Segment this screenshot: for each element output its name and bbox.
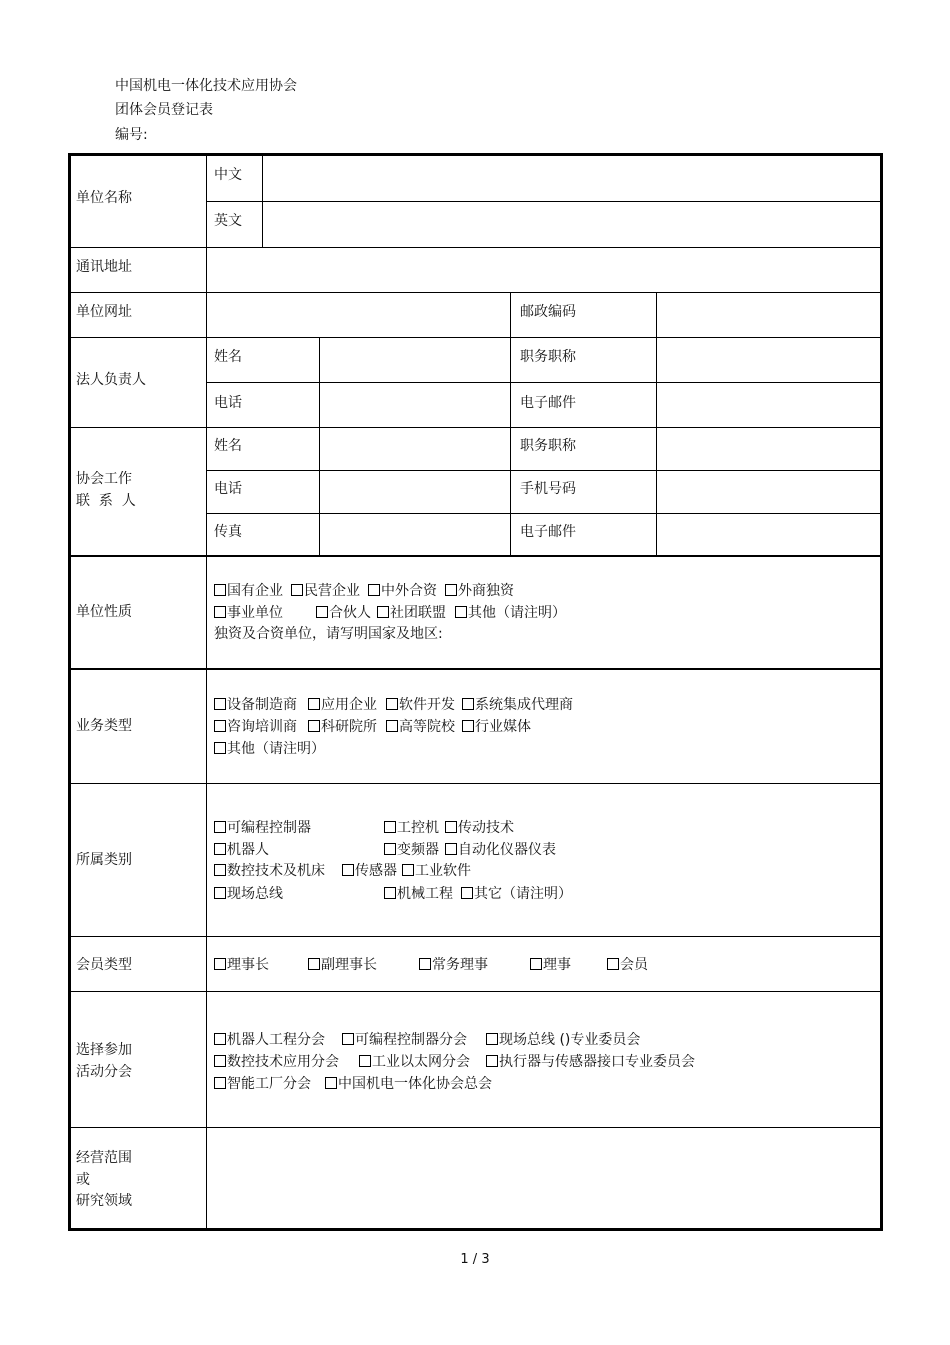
business-option[interactable]: [386, 696, 455, 714]
branch-label-1: 选择参加: [76, 1042, 132, 1058]
checkbox-icon[interactable]: [386, 698, 398, 710]
scope-label-1: 经营范围: [76, 1150, 132, 1166]
checkbox-icon[interactable]: [486, 1055, 498, 1067]
nature-option-state[interactable]: [214, 582, 283, 600]
category-option[interactable]: [214, 862, 325, 880]
category-option[interactable]: [402, 862, 471, 880]
nature-option-label: 其他（请注明）: [468, 605, 566, 621]
business-option[interactable]: [308, 718, 377, 736]
branch-label-2: 活动分会: [76, 1064, 132, 1080]
category-option-label: 机械工程: [397, 886, 453, 902]
checkbox-icon[interactable]: [342, 864, 354, 876]
branch-option[interactable]: [486, 1053, 695, 1071]
business-option[interactable]: [214, 718, 297, 736]
checkbox-icon[interactable]: [419, 958, 431, 970]
category-option-label: 工控机: [397, 820, 439, 836]
business-option-label: 其他（请注明）: [227, 741, 325, 757]
checkbox-icon[interactable]: [486, 1033, 498, 1045]
member-option-label: 常务理事: [432, 957, 488, 973]
category-option[interactable]: [445, 841, 556, 859]
member-option-label: 副理事长: [321, 957, 377, 973]
category-option-label: 可编程控制器: [227, 820, 311, 836]
branch-option[interactable]: [359, 1053, 470, 1071]
business-option-label: 应用企业: [321, 697, 377, 713]
member-option-label: 会员: [620, 957, 648, 973]
scope-label-3: 研究领域: [76, 1193, 132, 1209]
row-divider: [71, 936, 880, 937]
member-option[interactable]: [530, 956, 571, 974]
column-divider: [319, 337, 320, 555]
nature-option-label: 民营企业: [304, 583, 360, 599]
row-divider: [71, 991, 880, 992]
row-divider: [71, 783, 880, 784]
checkbox-icon[interactable]: [291, 584, 303, 596]
branch-option[interactable]: [214, 1053, 339, 1071]
business-option[interactable]: [214, 740, 325, 758]
nature-option-other[interactable]: [455, 604, 566, 622]
nature-option-alliance[interactable]: [377, 604, 446, 622]
checkbox-icon[interactable]: [214, 606, 226, 618]
nature-option-partner[interactable]: [316, 604, 371, 622]
category-option[interactable]: [384, 841, 439, 859]
row-divider: [207, 382, 880, 383]
checkbox-icon[interactable]: [445, 821, 457, 833]
business-label: 业务类型: [76, 718, 132, 734]
checkbox-icon[interactable]: [214, 720, 226, 732]
legal-email-label: 电子邮件: [520, 395, 576, 411]
checkbox-icon[interactable]: [214, 958, 226, 970]
branch-option[interactable]: [486, 1031, 640, 1049]
category-option[interactable]: [342, 862, 397, 880]
branch-option[interactable]: [325, 1075, 492, 1093]
checkbox-icon[interactable]: [308, 958, 320, 970]
checkbox-icon[interactable]: [384, 821, 396, 833]
checkbox-icon[interactable]: [214, 1077, 226, 1089]
nature-option-label: 国有企业: [227, 583, 283, 599]
checkbox-icon[interactable]: [530, 958, 542, 970]
branch-option-label: 智能工厂分会: [227, 1076, 311, 1092]
row-divider: [71, 1127, 880, 1128]
contact-fax-label: 传真: [214, 524, 242, 540]
checkbox-icon[interactable]: [384, 887, 396, 899]
branch-option-label: 数控技术应用分会: [227, 1054, 339, 1070]
nature-option-private[interactable]: [291, 582, 360, 600]
nature-option-label: 合伙人: [329, 605, 371, 621]
category-option[interactable]: [384, 819, 439, 837]
checkbox-icon[interactable]: [214, 1033, 226, 1045]
nature-option-label: 外商独资: [458, 583, 514, 599]
row-divider: [71, 427, 880, 428]
branch-option-label: 机器人工程分会: [227, 1032, 325, 1048]
branch-option[interactable]: [342, 1031, 467, 1049]
category-option-label: 自动化仪器仪表: [458, 842, 556, 858]
checkbox-icon[interactable]: [462, 720, 474, 732]
contact-name-label: 姓名: [214, 438, 242, 454]
checkbox-icon[interactable]: [214, 821, 226, 833]
business-option[interactable]: [308, 696, 377, 714]
business-option-label: 高等院校: [399, 719, 455, 735]
checkbox-icon[interactable]: [461, 887, 473, 899]
business-option-label: 咨询培训商: [227, 719, 297, 735]
english-label: 英文: [214, 213, 242, 229]
category-option-label: 数控技术及机床: [227, 863, 325, 879]
contact-email-label: 电子邮件: [520, 524, 576, 540]
scope-label-2: 或: [76, 1172, 90, 1188]
checkbox-icon[interactable]: [386, 720, 398, 732]
legal-title-label: 职务职称: [520, 349, 576, 365]
legal-name-label: 姓名: [214, 349, 242, 365]
contact-title-label: 职务职称: [520, 438, 576, 454]
checkbox-icon[interactable]: [214, 584, 226, 596]
form-title: 团体会员登记表: [115, 102, 213, 118]
member-type-label: 会员类型: [76, 957, 132, 973]
association-name: 中国机电一体化技术应用协会: [115, 78, 297, 94]
category-option-label: 现场总线: [227, 886, 283, 902]
checkbox-icon[interactable]: [214, 843, 226, 855]
member-option[interactable]: [607, 956, 648, 974]
checkbox-icon[interactable]: [445, 843, 457, 855]
serial-number-label: 编号:: [115, 127, 148, 143]
business-option-label: 系统集成代理商: [475, 697, 573, 713]
column-divider: [262, 156, 263, 247]
checkbox-icon[interactable]: [214, 698, 226, 710]
column-divider: [510, 292, 511, 555]
row-divider: [71, 292, 880, 293]
member-option-label: 理事: [543, 957, 571, 973]
legal-rep-label: 法人负责人: [76, 372, 146, 388]
legal-phone-label: 电话: [214, 395, 242, 411]
category-label: 所属类别: [76, 852, 132, 868]
checkbox-icon[interactable]: [316, 606, 328, 618]
category-option[interactable]: [214, 885, 283, 903]
website-label: 单位网址: [76, 304, 132, 320]
registration-form-table: [68, 153, 883, 1231]
contact-label-1: 协会工作: [76, 471, 132, 487]
checkbox-icon[interactable]: [325, 1077, 337, 1089]
column-divider: [206, 156, 207, 1228]
checkbox-icon[interactable]: [368, 584, 380, 596]
category-option-label: 传感器: [355, 863, 397, 879]
category-option[interactable]: [214, 819, 311, 837]
category-option-label: 传动技术: [458, 820, 514, 836]
category-option[interactable]: [214, 841, 269, 859]
branch-option-label: 可编程控制器分会: [355, 1032, 467, 1048]
row-divider: [71, 247, 880, 248]
member-option[interactable]: [419, 956, 488, 974]
postcode-label: 邮政编码: [520, 304, 576, 320]
business-option-label: 科研院所: [321, 719, 377, 735]
branch-option-label: 执行器与传感器接口专业委员会: [499, 1054, 695, 1070]
business-option[interactable]: [462, 718, 531, 736]
chinese-label: 中文: [214, 167, 242, 183]
checkbox-icon[interactable]: [384, 843, 396, 855]
category-option-label: 机器人: [227, 842, 269, 858]
row-divider: [71, 337, 880, 338]
branch-option-label: 现场总线 ()专业委员会: [499, 1032, 641, 1048]
contact-label-2: 联 系 人: [76, 493, 136, 509]
row-divider: [207, 470, 880, 471]
checkbox-icon[interactable]: [462, 698, 474, 710]
nature-note: 独资及合资单位，请写明国家及地区:: [214, 626, 443, 642]
page-number: 1 / 3: [460, 1252, 490, 1267]
branch-option-label: 工业以太网分会: [372, 1054, 470, 1070]
row-divider: [71, 555, 880, 557]
member-option[interactable]: [308, 956, 377, 974]
checkbox-icon[interactable]: [402, 864, 414, 876]
business-option-label: 设备制造商: [227, 697, 297, 713]
checkbox-icon[interactable]: [607, 958, 619, 970]
row-divider: [71, 668, 880, 670]
checkbox-icon[interactable]: [377, 606, 389, 618]
branch-option[interactable]: [214, 1031, 325, 1049]
nature-option-label: 社团联盟: [390, 605, 446, 621]
contact-mobile-label: 手机号码: [520, 481, 576, 497]
category-option[interactable]: [445, 819, 514, 837]
checkbox-icon[interactable]: [455, 606, 467, 618]
category-option[interactable]: [461, 885, 572, 903]
nature-option-foreign[interactable]: [445, 582, 514, 600]
unit-name-label: 单位名称: [76, 190, 132, 206]
business-option[interactable]: [462, 696, 573, 714]
checkbox-icon[interactable]: [214, 864, 226, 876]
row-divider: [207, 201, 880, 202]
checkbox-icon[interactable]: [359, 1055, 371, 1067]
branch-option[interactable]: [214, 1075, 311, 1093]
member-option[interactable]: [214, 956, 269, 974]
category-option-label: 工业软件: [415, 863, 471, 879]
business-option-label: 行业媒体: [475, 719, 531, 735]
checkbox-icon[interactable]: [308, 698, 320, 710]
category-option-label: 变频器: [397, 842, 439, 858]
nature-option-institution[interactable]: [214, 604, 283, 622]
nature-label: 单位性质: [76, 604, 132, 620]
checkbox-icon[interactable]: [342, 1033, 354, 1045]
category-option-label: 其它（请注明）: [474, 886, 572, 902]
branch-option-label: 中国机电一体化协会总会: [338, 1076, 492, 1092]
checkbox-icon[interactable]: [214, 742, 226, 754]
checkbox-icon[interactable]: [308, 720, 320, 732]
contact-phone-label: 电话: [214, 481, 242, 497]
nature-option-label: 事业单位: [227, 605, 283, 621]
row-divider: [207, 513, 880, 514]
member-option-label: 理事长: [227, 957, 269, 973]
checkbox-icon[interactable]: [214, 1055, 226, 1067]
business-option-label: 软件开发: [399, 697, 455, 713]
nature-option-label: 中外合资: [381, 583, 437, 599]
checkbox-icon[interactable]: [445, 584, 457, 596]
checkbox-icon[interactable]: [214, 887, 226, 899]
nature-option-joint[interactable]: [368, 582, 437, 600]
address-label: 通讯地址: [76, 259, 132, 275]
category-option[interactable]: [384, 885, 453, 903]
business-option[interactable]: [386, 718, 455, 736]
business-option[interactable]: [214, 696, 297, 714]
column-divider: [656, 292, 657, 555]
